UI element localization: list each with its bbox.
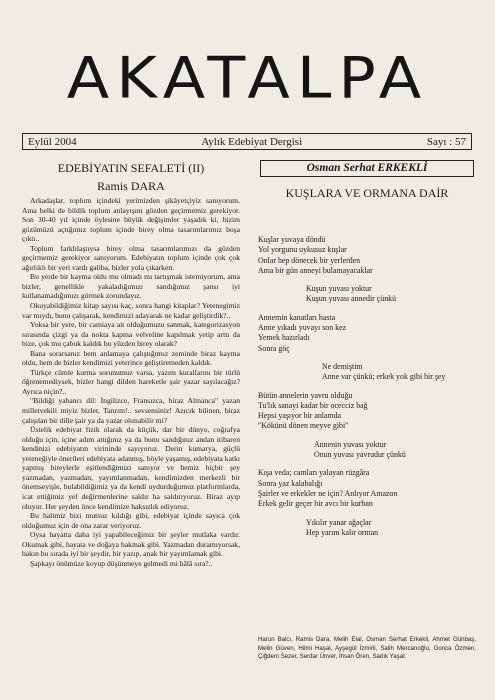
poem-line: Bütün annelerin yavru olduğu [258,390,353,400]
poem-line: Sonra yaz kalabalığı [258,478,323,488]
poem-stanza [258,362,476,383]
paragraph: Şapkayı önümüze koyup düşünmeye gelmedi mi hâlâ sıra?.. [30,558,213,568]
poem-line: Sonra göç [258,343,290,353]
paragraph: Bu yerde bir kayma oldu mu olmadı mı tartışmak istemiyorum, ama bizler, genellikle yakaladığımızı sandığımız şansı iyi kullanamadığımızı görmek zorundayız. [22,272,240,301]
paragraph: Bana sorarsanız hem anlamaya çalıştığımız zeminde biraz kayma oldu, hem de bizler kendimizi yeterince geliştiremeden kaldık. [22,348,240,368]
poem-line: Kışa veda; camları yalayan rüzgâra [258,468,370,478]
left-column [22,160,240,688]
paragraph: Arkadaşlar, toplum içindeki yerimizden şikâyetçiyiz sanıyorum. Ama belki de bildik toplum anlayışını gözden geçirmemiz gerekiyor. Son 30-40 yıl içinde öylesine büyük değişimler yaşadık ki, bizim gözümüzü açtığımız toplum içinde birey olma tasarımlarımız boşa çıktı.. [22,196,240,244]
poem-line: Onun yuvası yavrudur çünkü [314,450,406,460]
poem-line: Erkek gelir geçer bir avcı bir kurban [258,499,373,509]
poem-line: Ne demiştim [322,361,363,371]
poem-line: Tu'lık sanayi kadar bir ocecciz bağ [258,400,368,410]
poem-line: Hep yarım kalır orman [306,527,379,537]
right-column [258,160,476,688]
poem-line: Kuşlar yuvaya döndü [258,235,326,244]
poem-stanza [258,284,476,305]
poem-line: Anne yıkadı yuvayı son kez [258,323,347,333]
poem-stanza [258,391,476,432]
issue-number: Sayı : 57 [426,135,466,148]
masthead [20,32,475,124]
poem-author: Osman Serhat ERKEKLİ [260,160,474,177]
poem-stanza [258,235,476,276]
poem-line: Yıkılır yanar ağaçlar [306,517,372,527]
issue-date: Eylül 2004 [28,135,77,148]
poem-stanza [258,518,476,539]
poem-line: Kuşun yuvası annedir çünkü [306,294,397,304]
paragraph: Okuyabildiğimiz kitap sayısı kaç, sonra hangi kitaplar? Yetenegimiz var mıydı, bunu çalışarak, kendimizi adayarak ne kadar geliştirdik?.. [22,301,240,320]
poem-line: Hepsi yaşıyor bir anlamda [258,411,342,421]
poem-stanza [258,313,476,354]
magazine-title: AKATALPA [66,43,429,112]
poem-line: Yol yorgunu uykusuz kuşlar [258,245,347,255]
poem-title: KUŞLARA VE ORMANA DAİR [285,186,449,200]
poem-line: "Kökünü dönen meyve gibi" [258,421,349,431]
paragraph: Oysa hayatta daha iyi yapabileceğimiz bir şeyler mutlaka vardır. Okumak gibi, hayata ve doğaya bakmak gibi. Yazmadan duramıyorsak, bakın bu sırada iyi bir şeydir, bir yazıp, anak bir yayımlamak gibi. [22,530,240,559]
paragraph: "Bildiği yabancı dil: İngilizce, Fransızca, biraz Almanca" yazan milletvekili miyiz bizler, Tanrım!.. sevsensiniz! Azıcık bilinen, biraz çalışılan bir dille şair ya da yazar olunabilir mi? [22,396,240,425]
poem-line: Annenin yuvası yoktur [314,439,387,449]
poem-line: Kuşun yuvası yoktur [306,284,372,294]
paragraph: Üstelik edebiyat fizik olarak da küçük, dar bir dünyo, coğrafya olduğu için, içine adım attığınız ya da bunu sandığınız andan itibaren kendinizi edebiyatın virininde sayıyoruz. Derin kumarya, güçlü yeteneğiyle önerileri edebiyata adanmış, böyle yaşamış, edebiyata katkı yapmış bireylerle eşitlendiğimizi sanıyor ve hemiz hiçbir şey yazmadan, yazmadan, yayımlanmadan, kendimizden merkezli bir önemseyişle, bulabildiğimiz ya da kendi uydurduğumuz platformlarda, icat ettiğimiz yel değirmenlerine saldır ha saldırıyoruz. Biraz ayıp oluyor. Her şeyden önce kendimize haksızlık ediyoruz. [22,425,240,511]
paragraph: Bu halimiz bizi mutsuz kıldığı gibi, edebiyat içinde sayıca çok olduğumuz için de ona zarar veriyoruz. [22,511,240,530]
poem-stanza [258,440,476,461]
poem-line: Annemin kanatları hasta [258,312,336,322]
poem-line: Şairler ve erkekler ne için? Anlıyor Amazon [258,488,398,498]
paragraph: Türkçe cümle kurma sorunumuz varsa, yazım kurallarını bir türlü öğrenemediysek, bizler hangi dilden hareketle şair yazar sayılacağız? Ayrıca niçin?.. [22,367,240,396]
paragraph: Toplum farklılaştıysa birey olma tasarımlarımızı da gözden geçirmemiz gerekiyor sanıyorum. Edebiyatın toplum içinde çok çok ağırlıklı bir yeri vardı galiba, bizler yola çıkarken. [22,243,240,272]
issue-info-bar [22,133,472,150]
poem-line: Anne var çünkü; erkek yok gibi bir şey [322,372,446,382]
poem-line: Ama bir gün anneyi bulamayacaklar [258,265,373,275]
left-article-body [22,196,240,568]
left-author: Ramis DARA [97,179,165,193]
poem-line: Yemek hazırladı [258,333,310,343]
poem-stanza [258,468,476,509]
series-title: EDEBİYATIN SEFALETİ (II) [57,161,205,175]
poem-line: Onlar hep dönecek bir yerlerden [258,255,361,265]
paragraph: Yoksa bir yere, bir camiaya ait olduğumuzu sanmak, kategorizasyon sırasında çizgi ya da nokta kapma velveline kapılmak yetip arttı da bize, çok mu çabuk kaldık bu yüzden birey olarak? [22,320,240,349]
contributors-list: Harun Balcı, Ramis Dara, Melih Elal, Osman Serhat Erkekli, Ahmet Günbaş, Melin Güven, Hilmi Haşal, Ayşegül İzmirli, Salih Mercanoğlu, Gonca Özmen, Çiğdem Sezer, Serdar Ünver, İhsan Ören, Sadık Yaşar. [258,636,476,661]
magazine-subtitle: Aylık Edebiyat Dergisi [201,135,303,148]
